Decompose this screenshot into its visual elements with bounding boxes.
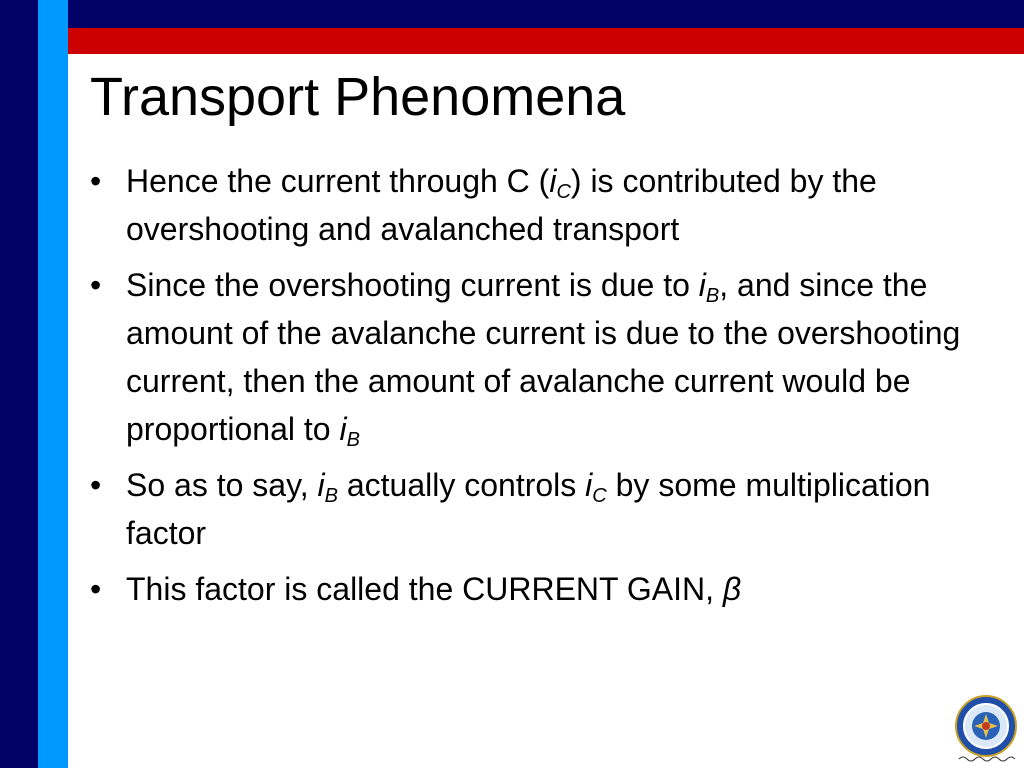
left-band-navy — [0, 0, 38, 768]
math-subscript: C — [556, 181, 571, 203]
bullet-list — [90, 157, 970, 621]
seal-caption-script — [955, 754, 1017, 762]
bullet-text — [126, 565, 970, 613]
math-variable: $i_B$ — [339, 411, 360, 451]
bullet-text-run: , and since the amount of the avalanche current is due to the overshooting current, then the amount of avalanche current would be proportional to — [126, 267, 961, 447]
math-subscript: B — [346, 429, 360, 451]
bullet-item — [90, 261, 970, 453]
bullet-text — [126, 461, 970, 557]
math-variable: $i_C$ — [549, 163, 571, 203]
bullet-item — [90, 157, 970, 253]
bullet-marker: • — [90, 571, 102, 607]
bullet-item — [90, 565, 970, 613]
math-variable: β — [722, 571, 742, 607]
bullet-text-run: by some multiplication factor — [126, 467, 931, 551]
left-band-cyan — [38, 0, 68, 768]
slide-title: Transport Phenomena — [90, 67, 626, 127]
bullet-text — [126, 261, 970, 453]
bullet-text-run: This factor is called the CURRENT GAIN, — [126, 571, 723, 607]
bullet-marker: • — [90, 267, 102, 303]
math-subscript: B — [705, 285, 720, 307]
bullet-text-run: Since the overshooting current is due to — [126, 267, 699, 303]
top-band-navy — [0, 0, 1024, 28]
top-band-red — [0, 28, 1024, 54]
bullet-text — [126, 157, 970, 253]
math-subscript: C — [592, 485, 607, 507]
bullet-text-run: Hence the current through C ( — [126, 163, 550, 199]
math-subscript: B — [324, 485, 338, 507]
bullet-item — [90, 461, 970, 557]
institution-seal-icon — [955, 695, 1017, 757]
bullet-text-run: ) is contributed by the overshooting and avalanched transport — [126, 163, 877, 247]
bullet-marker: • — [90, 163, 102, 199]
bullet-marker: • — [90, 467, 102, 503]
bullet-text-run: So as to say, — [126, 467, 318, 503]
math-variable: $i_C$ — [585, 467, 607, 507]
math-variable: $i_B$ — [317, 467, 338, 507]
math-variable: $i_B$ — [698, 267, 720, 307]
bullet-text-run: actually controls — [337, 467, 586, 503]
